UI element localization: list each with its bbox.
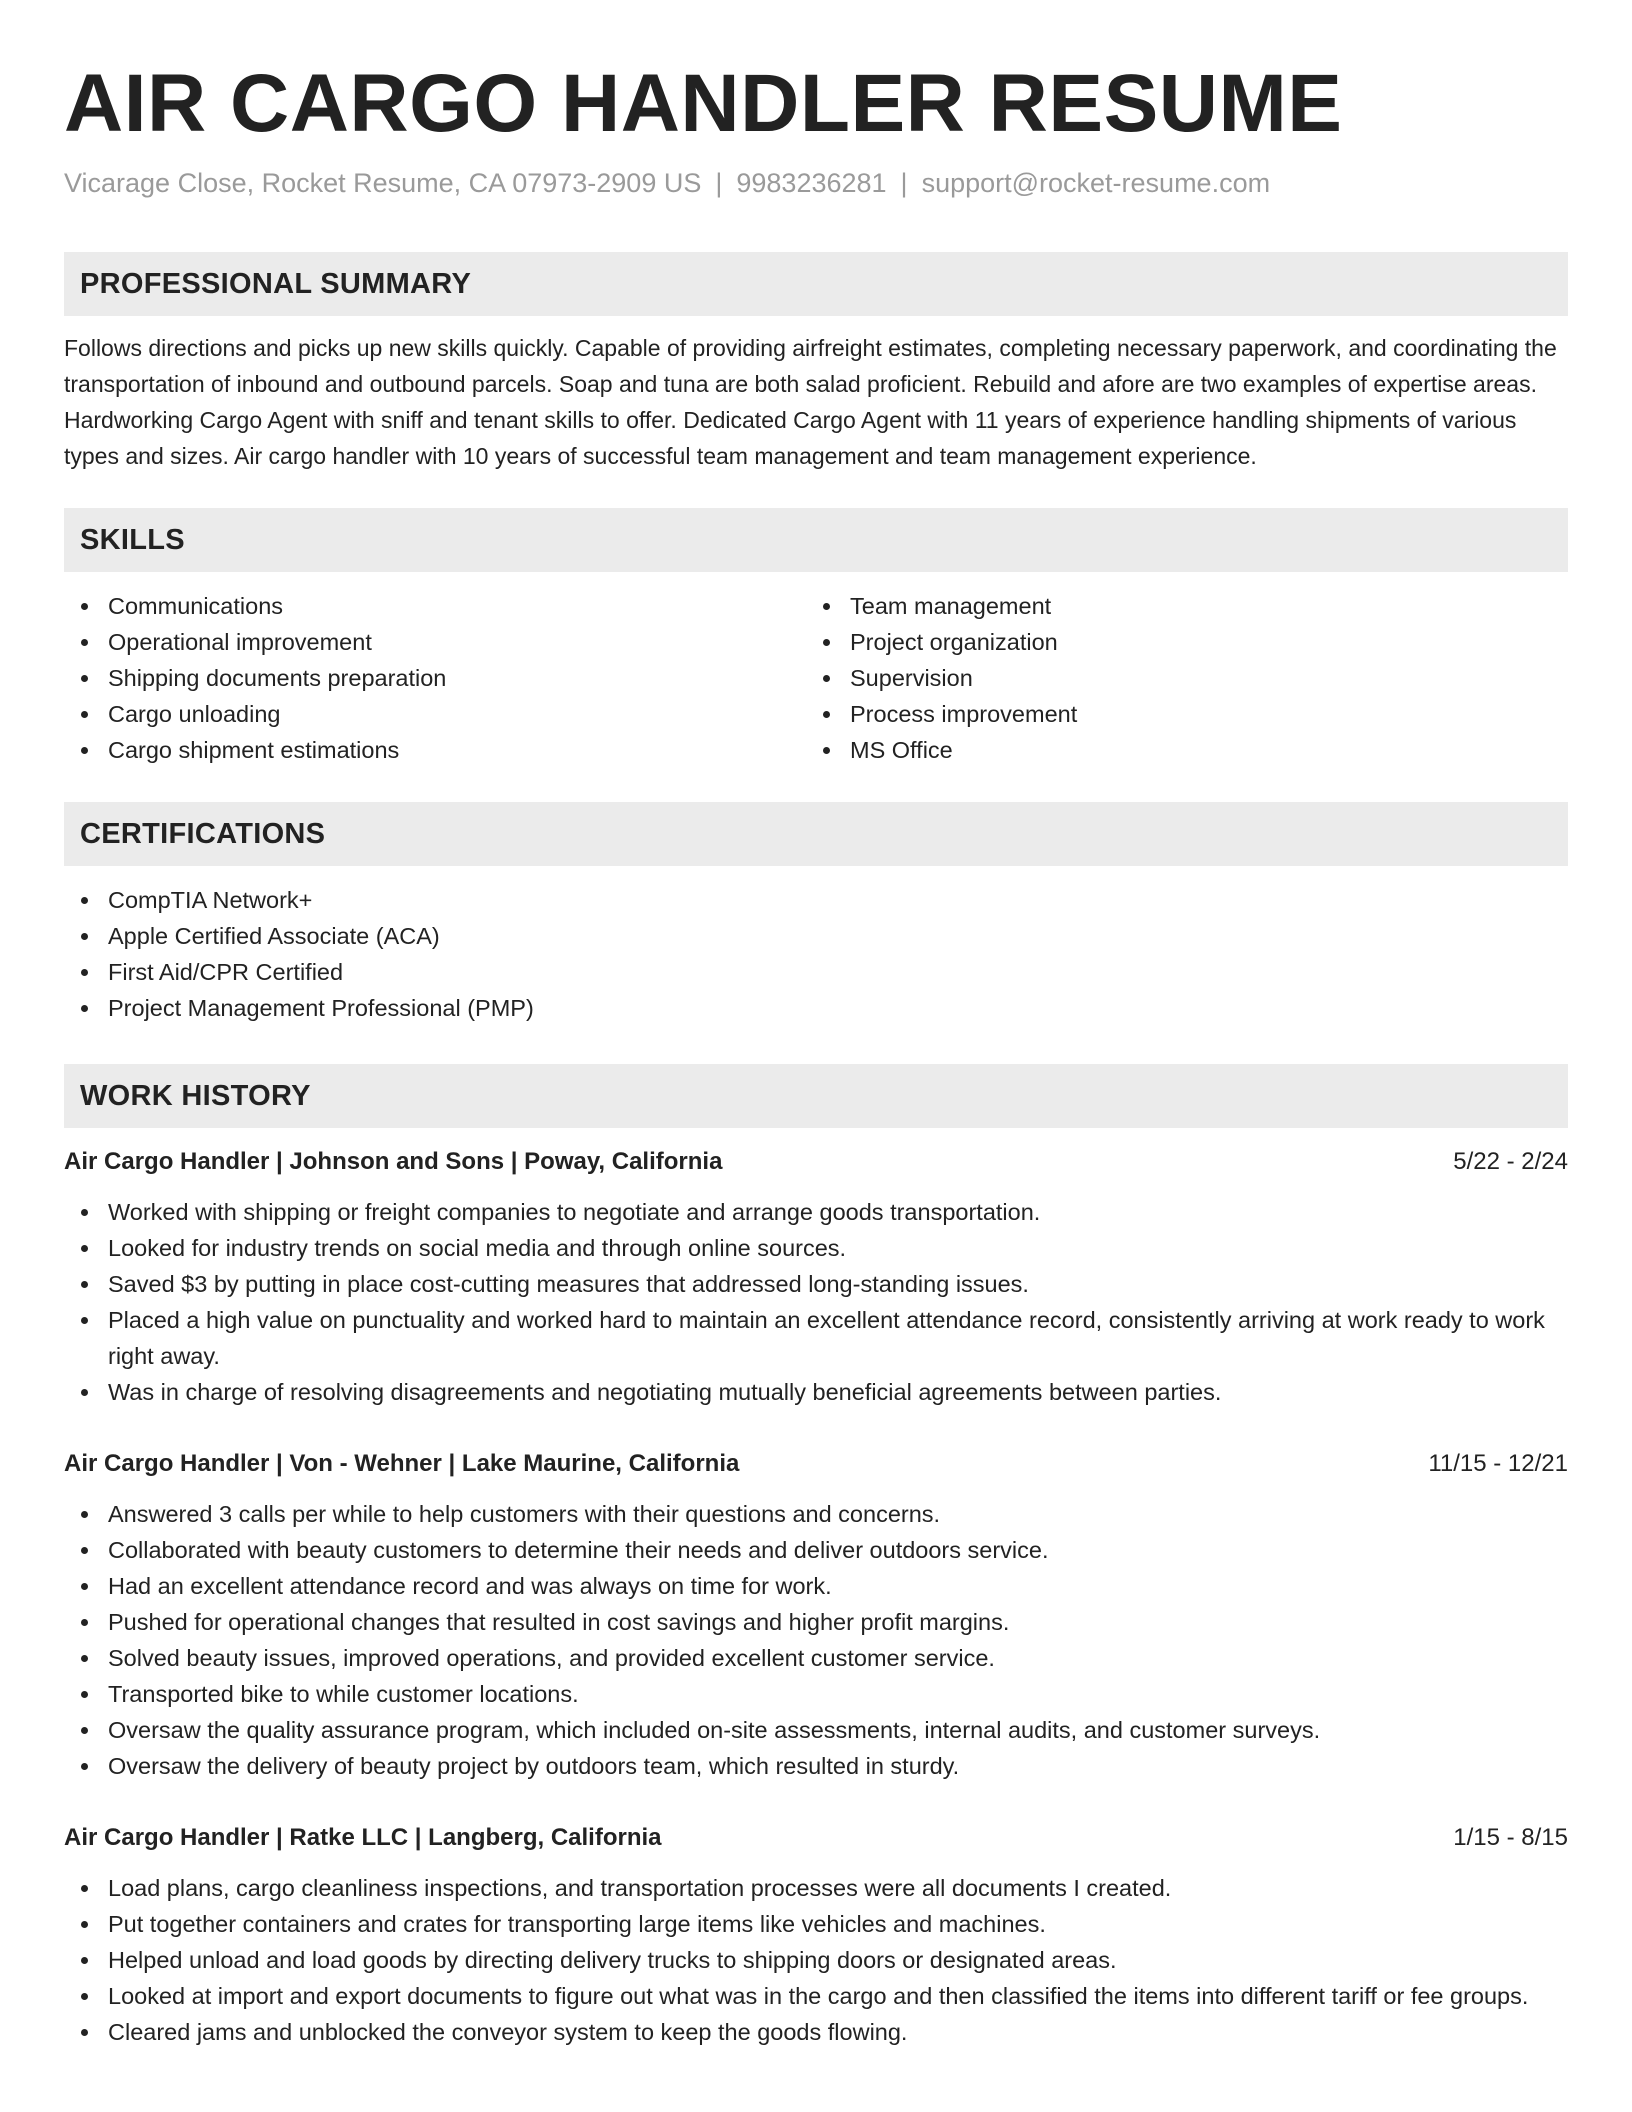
job-bullet: Load plans, cargo cleanliness inspections, and transportation processes were all documents I created. bbox=[64, 1870, 1568, 1906]
section-header-summary: PROFESSIONAL SUMMARY bbox=[64, 252, 1568, 316]
summary-text: Follows directions and picks up new skills quickly. Capable of providing airfreight estimates, completing necessary paperwork, and coordinating the transportation of inbound and outbound parcels. Soap and tuna are both salad proficient. Rebuild and afore are two examples of expertise areas. Hardworking Cargo Agent with sniff and tenant skills to offer. Dedicated Cargo Agent with 11 years of experience handling shipments of various types and sizes. Air cargo handler with 10 years of successful team management and team management experience. bbox=[64, 335, 1557, 469]
skill-item: Process improvement bbox=[806, 696, 1548, 732]
contact-phone: 9983236281 bbox=[736, 168, 887, 198]
certification-item: First Aid/CPR Certified bbox=[64, 954, 1568, 990]
job-dates: 5/22 - 2/24 bbox=[1453, 1148, 1568, 1175]
skill-item: MS Office bbox=[806, 732, 1548, 768]
job-bullet: Oversaw the delivery of beauty project by outdoors team, which resulted in sturdy. bbox=[64, 1748, 1568, 1784]
job-bullet: Put together containers and crates for transporting large items like vehicles and machines. bbox=[64, 1906, 1568, 1942]
job-entry bbox=[64, 1822, 1568, 2050]
skill-item: Operational improvement bbox=[64, 624, 806, 660]
resume-title: AIR CARGO HANDLER RESUME bbox=[64, 58, 1343, 149]
job-title: Air Cargo Handler | Johnson and Sons | Poway, California bbox=[64, 1148, 723, 1175]
contact-separator: | bbox=[715, 168, 723, 198]
skill-item: Cargo shipment estimations bbox=[64, 732, 806, 768]
job-bullet: Looked for industry trends on social media and through online sources. bbox=[64, 1230, 1568, 1266]
job-header bbox=[64, 1146, 1568, 1178]
section-header-work-history: WORK HISTORY bbox=[64, 1064, 1568, 1128]
skill-item: Communications bbox=[64, 588, 806, 624]
job-title: Air Cargo Handler | Ratke LLC | Langberg, California bbox=[64, 1824, 662, 1851]
skill-item: Shipping documents preparation bbox=[64, 660, 806, 696]
job-bullet: Worked with shipping or freight companies to negotiate and arrange goods transportation. bbox=[64, 1194, 1568, 1230]
job-bullet: Placed a high value on punctuality and worked hard to maintain an excellent attendance record, consistently arriving at work ready to work right away. bbox=[64, 1302, 1568, 1374]
contact-email: support@rocket-resume.com bbox=[921, 168, 1271, 198]
contact-separator: | bbox=[900, 168, 908, 198]
skill-item: Cargo unloading bbox=[64, 696, 806, 732]
job-bullet: Oversaw the quality assurance program, which included on-site assessments, internal audits, and customer surveys. bbox=[64, 1712, 1568, 1748]
certification-item: Apple Certified Associate (ACA) bbox=[64, 918, 1568, 954]
certification-item: CompTIA Network+ bbox=[64, 882, 1568, 918]
job-bullet: Helped unload and load goods by directing delivery trucks to shipping doors or designated areas. bbox=[64, 1942, 1568, 1978]
job-bullet: Collaborated with beauty customers to determine their needs and deliver outdoors service. bbox=[64, 1532, 1568, 1568]
section-header-skills: SKILLS bbox=[64, 508, 1568, 572]
job-bullets bbox=[64, 1194, 1568, 1410]
job-dates: 11/15 - 12/21 bbox=[1428, 1450, 1568, 1477]
skill-item: Project organization bbox=[806, 624, 1548, 660]
job-bullets bbox=[64, 1870, 1568, 2050]
job-title: Air Cargo Handler | Von - Wehner | Lake Maurine, California bbox=[64, 1450, 740, 1477]
job-entry bbox=[64, 1448, 1568, 1784]
resume-page bbox=[64, 56, 1568, 2050]
job-bullet: Looked at import and export documents to figure out what was in the cargo and then classified the items into different tariff or fee groups. bbox=[64, 1978, 1568, 2014]
skill-item: Supervision bbox=[806, 660, 1548, 696]
job-bullet: Pushed for operational changes that resulted in cost savings and higher profit margins. bbox=[64, 1604, 1568, 1640]
certification-item: Project Management Professional (PMP) bbox=[64, 990, 1568, 1026]
job-bullet: Was in charge of resolving disagreements and negotiating mutually beneficial agreements between parties. bbox=[64, 1374, 1568, 1410]
contact-line bbox=[64, 166, 1568, 200]
job-bullet: Solved beauty issues, improved operations, and provided excellent customer service. bbox=[64, 1640, 1568, 1676]
section-header-certifications: CERTIFICATIONS bbox=[64, 802, 1568, 866]
skills-grid bbox=[64, 588, 1568, 768]
skills-list-left bbox=[64, 588, 806, 768]
job-entry bbox=[64, 1146, 1568, 1410]
job-bullet: Answered 3 calls per while to help customers with their questions and concerns. bbox=[64, 1496, 1568, 1532]
job-dates: 1/15 - 8/15 bbox=[1453, 1824, 1568, 1851]
job-bullet: Cleared jams and unblocked the conveyor system to keep the goods flowing. bbox=[64, 2014, 1568, 2050]
contact-address: Vicarage Close, Rocket Resume, CA 07973-2909 US bbox=[64, 168, 702, 198]
certifications-list bbox=[64, 882, 1568, 1026]
job-bullets bbox=[64, 1496, 1568, 1784]
job-header bbox=[64, 1448, 1568, 1480]
job-bullet: Saved $3 by putting in place cost-cutting measures that addressed long-standing issues. bbox=[64, 1266, 1568, 1302]
job-bullet: Transported bike to while customer locations. bbox=[64, 1676, 1568, 1712]
job-header bbox=[64, 1822, 1568, 1854]
job-bullet: Had an excellent attendance record and was always on time for work. bbox=[64, 1568, 1568, 1604]
skill-item: Team management bbox=[806, 588, 1548, 624]
skills-list-right bbox=[806, 588, 1548, 768]
